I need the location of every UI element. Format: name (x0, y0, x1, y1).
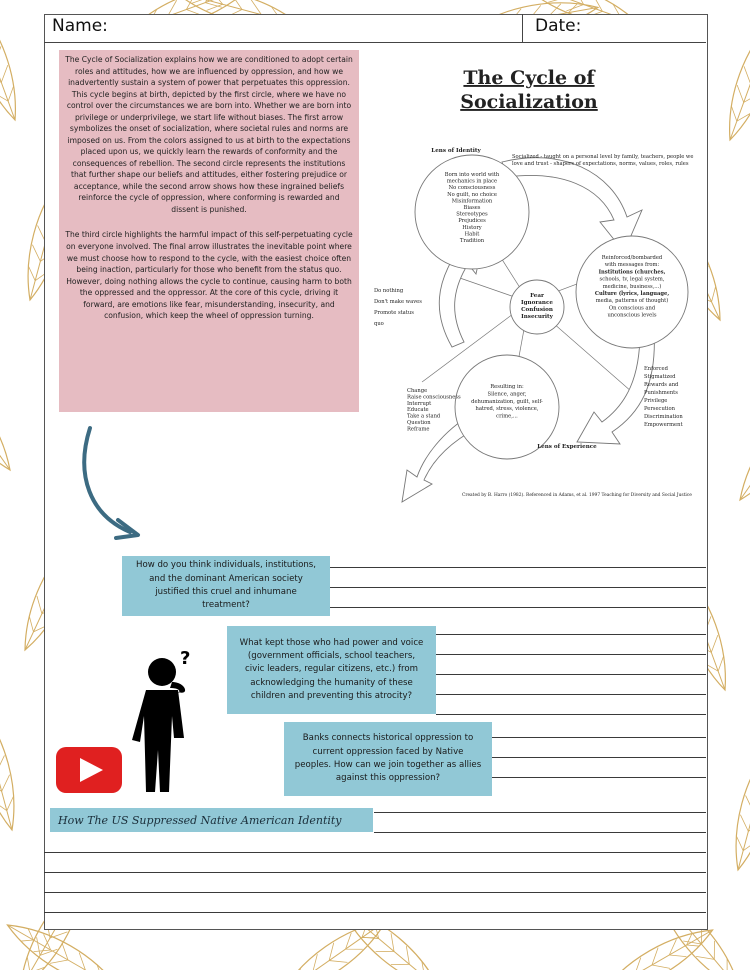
question-box-3: Banks connects historical oppression to current oppression faced by Native peoples. How can we join together as allies against this oppression? (284, 722, 492, 796)
intro-paragraph-2: The third circle highlights the harmful impact of this self-perpetuating cycle on everyone involved. The final arrow illustrates the inevitable point where we must choose how to respond to the cycle, with the easiest choice often being inaction, particularly for those who benefit from the status quo. However, doing nothing allows the cycle to continue, causing harm to both the oppressed and the oppressor. At the core of this cycle, driving it forward, are emotions like fear, misunderstanding, insecurity, and confusion, which keep the wheel of oppression turning. (65, 230, 353, 321)
question-box-2: What kept those who had power and voice (government officials, school teachers, civic leaders, regular citizens, etc.) from acknowledging the humanity of these children and preventing this atrocity? (227, 626, 436, 714)
date-field[interactable] (522, 14, 707, 42)
circle-institutions-text-line: Reinforced/bombarded (601, 255, 663, 261)
answer-line (330, 607, 706, 608)
intro-text-box (59, 50, 359, 412)
answer-line (436, 634, 706, 635)
center-emotions-text-line: Insecurity (521, 314, 553, 320)
video-title-text: How The US Suppressed Native American Identity (58, 813, 342, 827)
answer-line (436, 714, 706, 715)
circle-results-text-line: crime,... (496, 413, 518, 420)
change-text-line: Change (407, 388, 428, 394)
change-text-line: Question (407, 420, 431, 426)
down-arrow-graphic (70, 420, 160, 545)
do-nothing-text-line: Don't make waves (374, 299, 422, 305)
answer-line (330, 567, 706, 568)
do-nothing-text-line: quo (374, 321, 384, 327)
circle-birth-text-line: Habit (464, 231, 480, 238)
name-label: Name: (52, 16, 108, 36)
do-nothing-text-line: Do nothing (374, 288, 404, 294)
video-play-button[interactable] (56, 747, 122, 793)
consequences-text-line: Stigmatized (644, 374, 676, 380)
change-text-line: Reframe (407, 426, 430, 433)
socialized-text-line: Socialized - taught on a personal level by family, teachers, people we (512, 154, 694, 160)
circle-results-text-line: Silence, anger, (487, 391, 527, 398)
answer-line (492, 777, 706, 778)
answer-line (436, 674, 706, 675)
socialized-text-line: love and trust - shapers of expectations, norms, values, roles, rules (512, 161, 689, 167)
circle-birth-text-line: Tradition (459, 238, 485, 244)
circle-birth-text-line: Stereotypes (456, 211, 488, 218)
answer-line (44, 872, 706, 873)
answer-line (44, 892, 706, 893)
circle-institutions-text-line: with messages from: (604, 262, 660, 269)
intro-paragraph-1: The Cycle of Socialization explains how we are conditioned to adopt certain roles and attitudes, how we are influenced by oppression, and how we inadvertently sustain a system of power that perpetuates this oppression. This cycle begins at birth, depicted by the first circle, where we have no control over the circumstances we are born into. Whether we are born into privilege or underprivilege, we start life without biases. The first arrow symbolizes the onset of socialization, where societal rules and norms are imposed on us. From the colors assigned to us at birth to the expectations placed upon us, we quickly learn the rewards of conformity and the consequences of rebellion. The second circle represents the institutions that further shape our beliefs and attitudes, either fostering prejudice or acceptance, while the second arrow shows how these ingrained beliefs reinforce the cycle of oppression, where conforming is rewarded and dissent is punished. (65, 55, 353, 214)
circle-birth-text-line: History (462, 224, 482, 231)
change-text-line: Interrupt (407, 400, 432, 407)
circle-institutions-text-line: On conscious and (608, 305, 656, 312)
consequences-text-line: Persecution (644, 406, 675, 412)
diagram-title-line2: Socialization (460, 91, 598, 113)
circle-results-text-line: dehumanization, guilt, self- (471, 398, 543, 405)
answer-line (492, 757, 706, 758)
circle-institutions-text-line: Institutions (churches, (598, 269, 666, 276)
consequences-text-line: Enforced (644, 366, 668, 372)
video-title-link[interactable] (50, 808, 373, 832)
consequences-text-line: Privilege (644, 398, 668, 404)
circle-institutions-text-line: unconscious levels (607, 312, 657, 319)
question-box-1: How do you think individuals, institutions, and the dominant American society justified this cruel and inhumane treatment? (122, 556, 330, 616)
answer-line (436, 694, 706, 695)
diagram-title-line1: The Cycle of (463, 67, 595, 89)
circle-institutions-text-line: medicine, business,...) (602, 283, 662, 290)
lens-identity-label: Lens of Identity (431, 148, 481, 154)
consequences-text-line: Discrimination (644, 414, 683, 420)
circle-institutions-text-line: Culture (lyrics, language, (594, 291, 670, 297)
answer-line (492, 737, 706, 738)
circle-birth-text-line: No consciousness (448, 185, 496, 192)
center-emotions-text-line: Fear (530, 293, 544, 299)
circle-results-text-line: hatred, stress, violence, (475, 406, 539, 413)
center-emotions-text-line: Confusion (521, 307, 553, 313)
svg-text:?: ? (180, 648, 191, 669)
diagram-credit: Created by B. Harro (1982). Referenced in Adams, et al. 1997 Teaching for Diversity and Social Justice (462, 493, 692, 498)
consequences-text-line: Rewards and (644, 382, 679, 388)
circle-results-text-line: Resulting in: (490, 384, 524, 390)
do-nothing-text-line: Promote status (374, 310, 414, 316)
play-icon (56, 747, 122, 793)
answer-line (330, 587, 706, 588)
date-label: Date: (535, 16, 582, 36)
circle-birth-text-line: No guilt, no choice (447, 191, 497, 198)
circle-birth-text-line: Misinformation (451, 198, 493, 205)
circle-birth-text-line: Born into world with (444, 172, 500, 178)
answer-line (374, 812, 706, 813)
circle-birth-text-line: Prejudices (458, 218, 486, 225)
answer-line (44, 912, 706, 913)
circle-birth-text-line: Biases (463, 205, 481, 211)
center-emotions-text-line: Ignorance (521, 300, 553, 306)
change-text-line: Educate (407, 407, 429, 414)
cycle-of-socialization-diagram (362, 52, 697, 507)
change-text-line: Take a stand (407, 413, 441, 420)
answer-line (436, 654, 706, 655)
circle-institutions-text-line: schools, tv, legal system, (599, 276, 665, 283)
header-bar (44, 14, 706, 43)
change-text-line: Raise consciousness (407, 394, 461, 401)
circle-birth-text-line: mechanics in place (446, 178, 498, 185)
answer-line (44, 852, 706, 853)
answer-line (374, 832, 706, 833)
circle-institutions-text-line: media, patterns of thought) (595, 298, 669, 305)
consequences-text-line: Empowerment (644, 422, 683, 428)
thinking-person-icon (128, 646, 208, 796)
consequences-text-line: Punishments (644, 390, 678, 396)
lens-experience-label: Lens of Experience (537, 444, 597, 450)
